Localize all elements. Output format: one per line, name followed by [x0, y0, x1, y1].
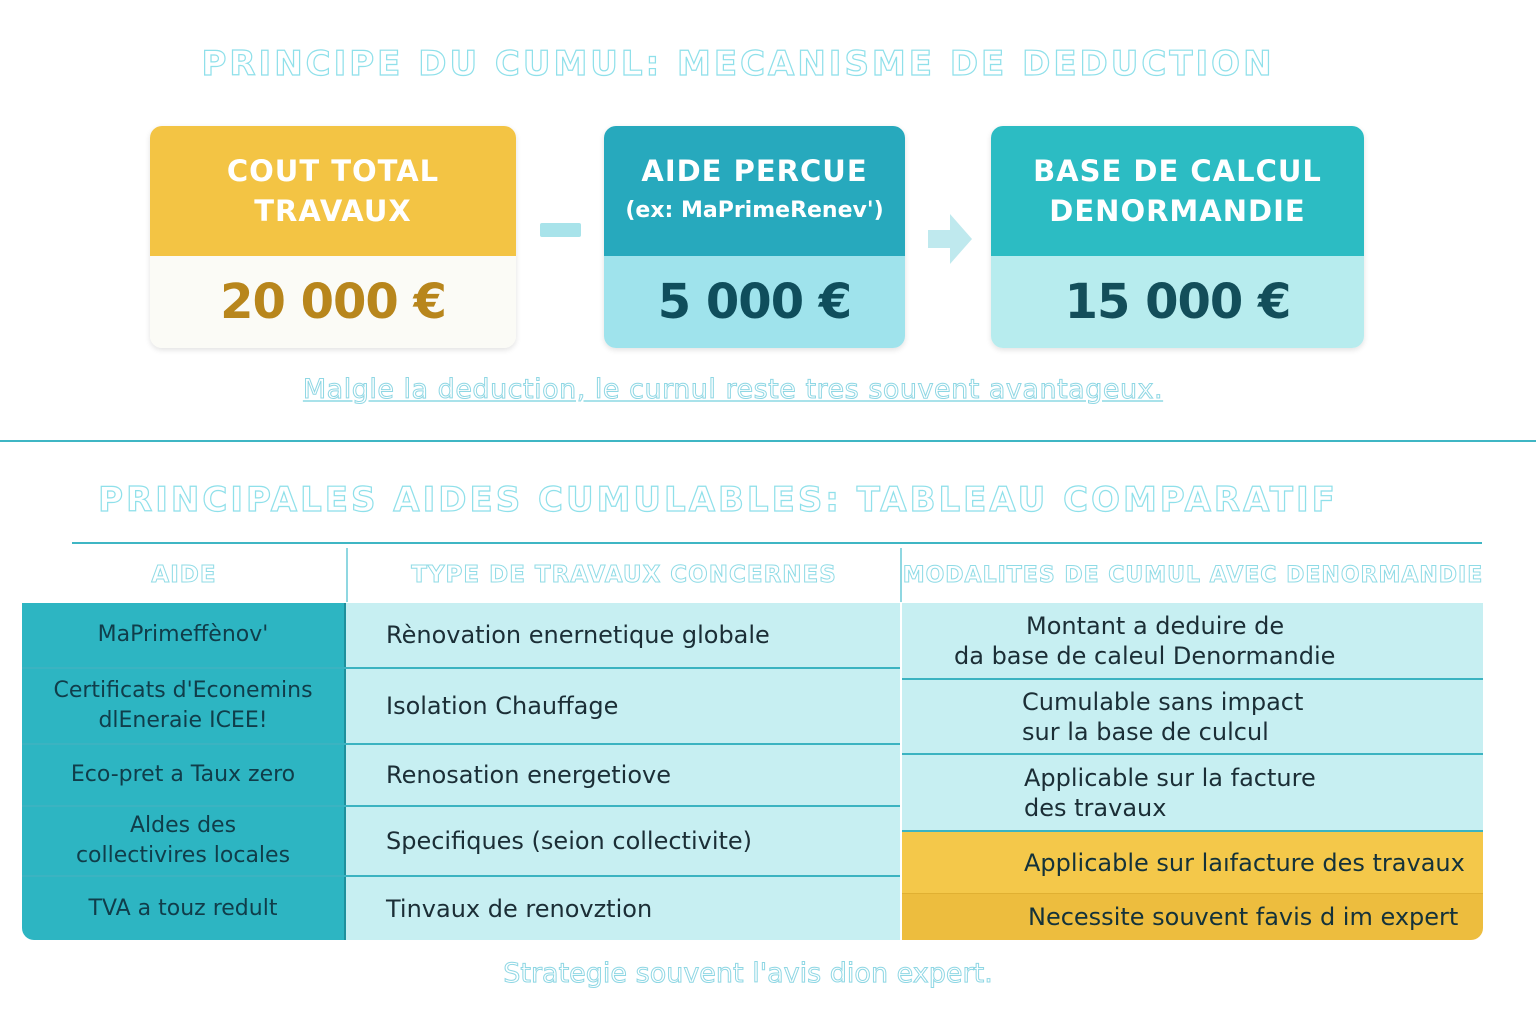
modalite-cell-highlight	[902, 832, 1483, 894]
arrow-right-icon	[926, 210, 974, 268]
header-aide: AIDE	[151, 562, 217, 588]
minus-operator-icon	[540, 223, 581, 237]
type-cell: Isolation Chauffage	[346, 669, 900, 743]
aid-received-card	[604, 126, 905, 348]
total-cost-label-1: COUT TOTAL	[226, 154, 440, 188]
modalite-line: da base de caleul Denormandie	[954, 641, 1336, 670]
modalites-column	[902, 603, 1483, 940]
modalite-line: Applicable sur laıfacture des travaux	[1024, 848, 1465, 877]
modalite-line: Necessite souvent favis d im expert	[1028, 903, 1459, 931]
aide-name: Eco-pret a Taux zero	[70, 762, 296, 787]
table-top-border	[72, 542, 1482, 544]
modalite-cell	[902, 680, 1483, 755]
header-modalites: MODALITES DE CUMUL AVEC DENORMANDIE	[900, 548, 1484, 602]
aide-cell	[22, 669, 346, 743]
type-cell: Rènovation enernetique globale	[346, 603, 900, 667]
aide-cell	[22, 745, 346, 805]
calculation-base-value: 15 000 €	[991, 256, 1364, 348]
modalite-line: Applicable sur la facture	[1024, 763, 1316, 792]
aide-cell	[22, 877, 346, 940]
type-cell: Renosation energetiove	[346, 745, 900, 805]
modalite-line: des travaux	[1024, 793, 1167, 822]
calculation-base-label-1: BASE DE CALCUL	[1033, 154, 1322, 188]
modalite-cell	[902, 603, 1483, 680]
calculation-base-label-2: DENORMANDIE	[1049, 194, 1306, 228]
aide-name: TVA a touz redult	[88, 895, 278, 921]
table-row	[22, 745, 900, 807]
aid-received-header	[604, 126, 905, 256]
section-divider	[0, 440, 1536, 442]
table-row	[22, 807, 900, 877]
aide-name-line: dlEneraie ICEE!	[98, 708, 268, 733]
aide-cell	[22, 807, 346, 875]
type-cell: Tinvaux de renovztion	[346, 877, 900, 940]
aide-name-line: Aldes des	[129, 813, 237, 838]
modalite-line: sur la base de culcul	[1022, 717, 1269, 746]
aid-received-label: AIDE PERCUE	[641, 154, 868, 188]
type-cell: Specifiques (seion collectivite)	[346, 807, 900, 875]
aid-received-example: (ex: MaPrimeRenev')	[625, 198, 884, 223]
total-cost-label-2: TRAVAUX	[254, 194, 412, 228]
modalite-line: Montant a deduire de	[1026, 611, 1285, 640]
table-row	[22, 603, 900, 669]
table-row	[22, 877, 900, 940]
deduction-note: Malgle la deduction, le curnul reste tres souvent avantageux.	[302, 374, 1164, 405]
modalite-line: Cumulable sans impact	[1022, 687, 1304, 716]
aide-cell	[22, 603, 346, 667]
calculation-base-card	[991, 126, 1364, 348]
comparison-table-title: PRINCIPALES AIDES CUMULABLES: TABLEAU COMPARATIF	[98, 480, 1338, 520]
modalite-cell	[902, 755, 1483, 832]
modalite-cell-highlight	[902, 894, 1483, 940]
aide-name-line: Certificats d'Econemins	[53, 678, 313, 703]
aid-received-value: 5 000 €	[604, 256, 905, 348]
aide-name: MaPrimeffènov'	[97, 622, 269, 647]
total-cost-value: 20 000 €	[150, 256, 516, 348]
total-cost-card	[150, 126, 516, 348]
header-type-travaux: TYPE DE TRAVAUX CONCERNES	[346, 548, 900, 602]
strategy-note: Strategie souvent l'avis dion expert.	[503, 958, 993, 989]
total-cost-header	[150, 126, 516, 256]
aide-name-line: collectivires locales	[75, 843, 291, 868]
table-row	[22, 669, 900, 745]
calculation-base-header	[991, 126, 1364, 256]
aids-table-left	[22, 603, 900, 940]
mechanism-title: PRINCIPE DU CUMUL: MECANISME DE DEDUCTION	[201, 44, 1275, 84]
